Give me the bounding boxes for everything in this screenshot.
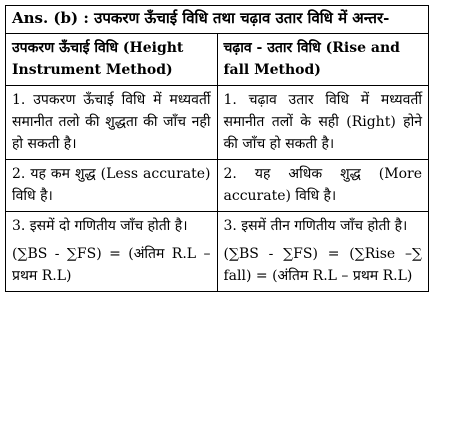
comparison-table: [6, 34, 428, 291]
row3-right-cell: [217, 212, 428, 292]
table-row: [6, 212, 428, 292]
table-row: [6, 160, 428, 212]
row3-right-formula: (∑BS - ∑FS) = (∑Rise –∑ fall) = (अंतिम R.L – प्रथम R.L): [223, 246, 422, 284]
row3-left-formula: (∑BS - ∑FS) = (अंतिम R.L – प्रथम R.L): [12, 246, 211, 284]
row1-right-cell: [217, 86, 428, 160]
row3-left-text: 3. इसमें दो गणितीय जाँच होती है।: [12, 218, 188, 234]
row3-right-text: 3. इसमें तीन गणितीय जाँच होती है।: [223, 218, 408, 234]
row1-left-text: 1. उपकरण ऊँचाई विधि में मध्यवर्ती समानीत तलो की शुद्धता की जाँच नही हो सकती है।: [12, 92, 211, 152]
header-height-instrument-method: उपकरण ऊँचाई विधि (Height Instrument Method): [6, 34, 217, 86]
row2-left-cell: [6, 160, 217, 212]
answer-title: Ans. (b) : उपकरण ऊँचाई विधि तथा चढ़ाव उतार विधि में अन्तर-: [6, 6, 428, 34]
row1-right-text: 1. चढ़ाव उतार विधि में मध्यवर्ती समानीत तलों के सही (Right) होने की जाँच हो सकती है।: [223, 92, 422, 152]
row2-right-text: 2. यह अधिक शुद्ध (More accurate) विधि है।: [223, 166, 422, 204]
row2-left-text: 2. यह कम शुद्ध (Less accurate) विधि है।: [12, 166, 211, 204]
row1-left-cell: [6, 86, 217, 160]
table-header-row: [6, 34, 428, 86]
table-row: [6, 86, 428, 160]
header-rise-fall-method: चढ़ाव - उतार विधि (Rise and fall Method): [217, 34, 428, 86]
row2-right-cell: [217, 160, 428, 212]
comparison-table-frame: [5, 5, 429, 292]
row3-left-cell: [6, 212, 217, 292]
